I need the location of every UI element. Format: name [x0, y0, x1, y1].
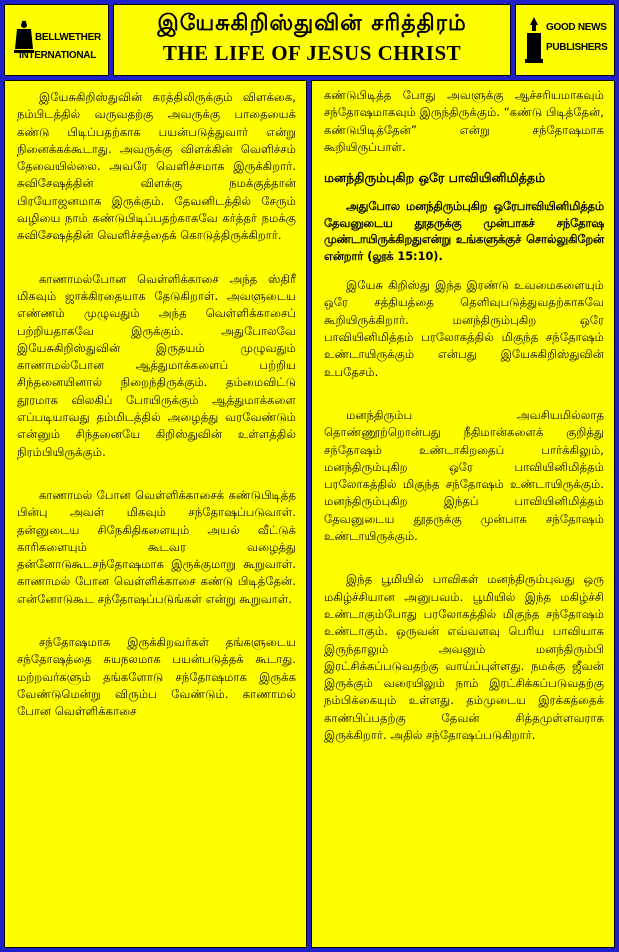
logo-left-line1: BELLWETHER [35, 32, 101, 43]
right-paragraph-1: இயேசு கிறிஸ்து இந்த இரண்டு உவமைகளையும் ஒரே சத்தியத்தை தெளிவுபடுத்துவதற்காகவே கூறியிருக்கிறார். மனந்திரும்புகிற ஒரே பாவியினிமித்தம் பரலோகத்தில் மிகுந்த சந்தோஷம் உண்டாயிருக்கும் என்பது இயேசுகிறிஸ்துவின் உபதேசம். [324, 278, 604, 379]
right-paragraph-2: மனந்திரும்ப அவசியமில்லாத தொண்ணூற்றொன்பது நீதிமான்களைக் குறித்து சந்தோஷம் உண்டாகிறதைப் பார்க்கிலும், மனந்திரும்புகிற ஒரே பாவியினிமித்தம் பரலோகத்தில் மிகுந்த சந்தோஷம் உண்டாயிருக்கும். மனந்திரும்புகிற இந்தப் பாவியினிமித்தம் தேவனுடைய தூதருக்கு முன்பாக சந்தோஷம் உண்டாயிருக்கும். [324, 407, 604, 544]
right-column [311, 80, 615, 948]
bellwether-logo [4, 4, 109, 76]
good-news-book-icon [524, 15, 544, 65]
right-intro-paragraph: கண்டுபிடித்த போது அவளுக்கு ஆச்சரியமாகவும் சந்தோஷமாகவும் இருந்திருக்கும். “கண்டு பிடித்தேன், கண்டுபிடித்தேன்” என்று சந்தோஷமாக கூறியிருப்பாள். [324, 88, 604, 154]
title-tamil: இயேசுகிறிஸ்துவின் சரித்திரம் [157, 11, 467, 36]
left-paragraph-4: சந்தோஷமாக இருக்கிறவர்கள் தங்களுடைய சந்தோஷத்தை சுயநலமாக பயன்படுத்தக் கூடாது. மற்றவர்களும் தங்களோடு சந்தோஷமாக இருக்க வேண்டுமென்று விரும்ப வேண்டும். காணாமல் போன வெள்ளிக்காசை [17, 635, 296, 719]
right-paragraph-3: இந்த பூமியில் பாவிகள் மனந்திரும்புவது ஒரு மகிழ்ச்சியான அனுபவம். பூமியில் இந்த மகிழ்ச்சி உண்டாகும்போது பரலோகத்தில் மிகுந்த சந்தோஷம் உண்டாகும். ஒருவன் எவ்வளவு பெரிய பாவியாக இருந்தாலும் அவனும் மனந்திரும்பி இரட்சிக்கப்படுவதற்கு வாய்ப்புள்ளது. நமக்கு ஜீவன் இருக்கும் வரையிலும் நாம் இரட்சிக்கப்படுவதற்கு நம்பிக்கையும் உள்ளது. தம்முடைய இரக்கத்தைக் காண்பிப்பதற்கு தேவன் சித்தமுள்ளவராக இருக்கிறார். அதில் சந்தோஷப்படுகிறார். [324, 572, 604, 743]
scripture-quote: அதுபோல மனந்திரும்புகிற ஒரேபாவியினிமித்தம் தேவனுடைய தூதருக்கு முன்பாகச் சந்தோஷ முண்டாயிருக்கிறதுஎன்று உங்களுக்குச் சொல்லுகிறேன் என்றார் (லூக் 15:10). [324, 200, 604, 263]
title-english: THE LIFE OF JESUS CHRIST [162, 41, 462, 65]
left-column [4, 80, 307, 948]
left-paragraph-1: இயேசுகிறிஸ்துவின் கரத்திலிருக்கும் விளக்கை, நம்பிடத்தில் வருவதற்கு அவருக்கு பாதையைக் கண்டு பிடிப்பதற்காக பயன்படுத்துவார் என்று நினைக்கக்கூடாது. அவருக்கு விளக்கின் வெளிச்சம் தேவையில்லை. அவரே வெளிச்சமாக இருக்கிறார். சுவிசேஷத்தின் விளக்கு நமக்குத்தான் பிரயோஜனமாக இருக்கும். தேவனிடத்தில் சேரும் வழியை நாம் கண்டுபிடிப்பதற்காகவே கர்த்தர் நமக்கு சுவிசேஷத்தின் வெளிச்சத்தைக் கொடுத்திருக்கிறார். [17, 90, 296, 243]
logo-left-line2: INTERNATIONAL [19, 50, 97, 61]
section-heading: மனந்திரும்புகிற ஒரே பாவியினிமித்தம் [324, 170, 546, 186]
good-news-logo [515, 4, 615, 76]
logo-right-line1: GOOD NEWS [546, 22, 607, 33]
logo-right-line2: PUBLISHERS [546, 42, 608, 53]
title-banner [113, 4, 511, 76]
left-paragraph-3: காணாமல் போன வெள்ளிக்காசைக் கண்டுபிடித்த பின்பு அவள் மிகவும் சந்தோஷப்படுவாள். தன்னுடைய சிநேகிதிகளையும் அயல் வீட்டுக் காரிகளையும் கூடவர வழைத்து தன்னோடுகூடசந்தோஷமாக இருக்குமாறு கூறுவாள். காணாமல் போன வெள்ளிக்காசை கண்டு பிடித்தேன். என்னோடுகூட சந்தோஷப்படுங்கள் என்று கூறுவாள். [17, 487, 296, 606]
left-paragraph-2: காணாமல்போன வெள்ளிக்காசை அந்த ஸ்திரீ மிகவும் ஜாக்கிரதையாக தேடுகிறாள். அவளுடைய எண்ணம் முழுவதும் அந்த வெள்ளிக்காசைப் பற்றியதாகவே இருக்கும். அதுபோலவே இயேசுகிறிஸ்துவின் இருதயம் முழுவதும் காணாமல்போன ஆத்துமாக்களைப் பற்றிய சிந்தனையினால் நிறைந்திருக்கும். தம்மைவிட்டு தூரமாக விலகிப் போயிருக்கும் ஆத்துமாக்களை எப்படியாவது தம்மிடத்தில் அழைத்து வரவேண்டும் என்னும் சிந்தனையே கிறிஸ்துவின் உள்ளத்தில் நிரம்பியிருக்கும். [17, 271, 296, 459]
